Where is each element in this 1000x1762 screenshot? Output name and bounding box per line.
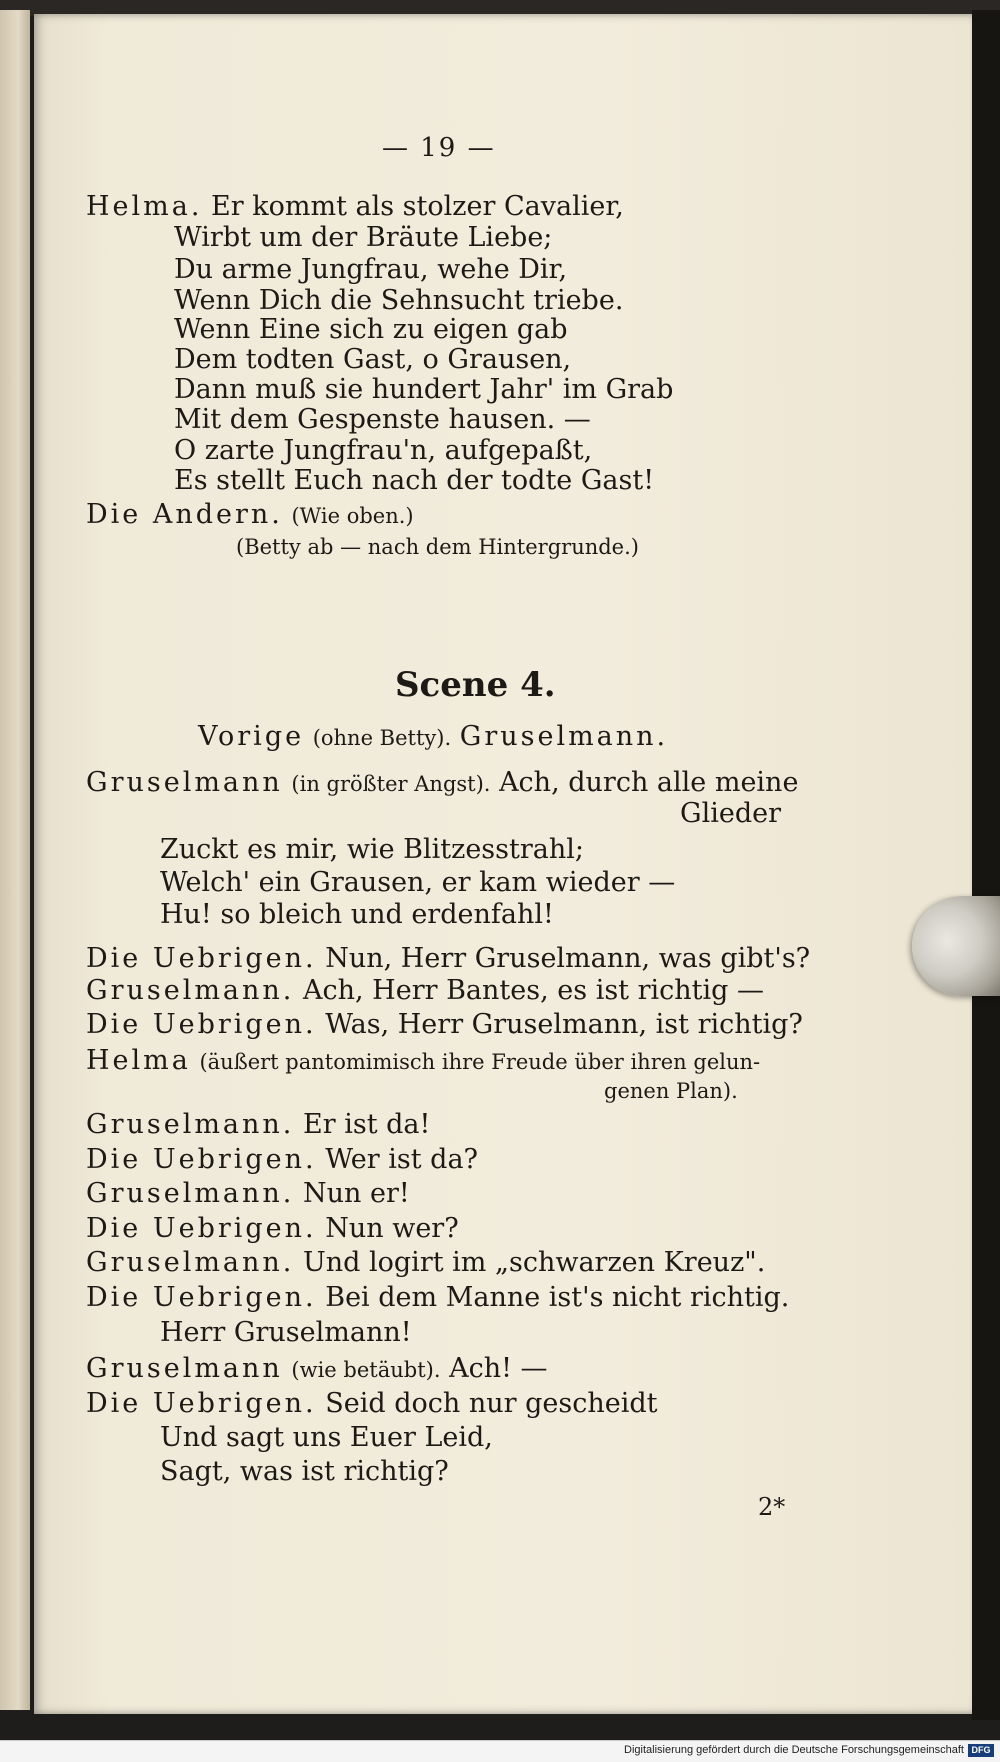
verse-text: Er ist da!: [303, 1109, 431, 1140]
text-line: [86, 190, 624, 224]
text-line: [86, 1281, 789, 1315]
text-line: Dem todten Gast, o Grausen,: [174, 344, 572, 375]
scan-right-border: [972, 10, 1000, 1720]
footer-credit: Digitalisierung gefördert durch die Deutsche Forschungsgemeinschaft: [624, 1744, 964, 1756]
verse-text: Und logirt im „schwarzen Kreuz".: [303, 1247, 766, 1278]
verse-text: Er kommt als stolzer Cavalier,: [211, 191, 624, 222]
text-line: Und sagt uns Euer Leid,: [160, 1422, 493, 1453]
text-line: [86, 1387, 658, 1421]
text-line: Welch' ein Grausen, er kam wieder —: [160, 867, 676, 898]
verse-text: Nun, Herr Gruselmann, was gibt's?: [325, 943, 811, 974]
speaker-name: Gruselmann.: [86, 1109, 295, 1140]
speaker-name: Die Uebrigen.: [86, 1009, 317, 1040]
stage-direction: (wie betäubt).: [291, 1358, 441, 1382]
text-line: O zarte Jungfrau'n, aufgepaßt,: [174, 435, 593, 466]
text-line: [86, 942, 810, 976]
verse-text: Ach, durch alle meine: [499, 767, 799, 798]
speaker-name: Helma.: [86, 191, 203, 222]
text-line: Es stellt Euch nach der todte Gast!: [174, 465, 655, 496]
text-line: Sagt, was ist richtig?: [160, 1456, 449, 1487]
verse-text: Nun er!: [303, 1178, 410, 1209]
text-line: [86, 1212, 459, 1246]
text-line: Wenn Dich die Sehnsucht triebe.: [174, 285, 624, 316]
stage-direction: (in größter Angst).: [291, 772, 491, 796]
text-line: [86, 766, 798, 801]
verse-text: Was, Herr Gruselmann, ist richtig?: [325, 1009, 803, 1040]
text-line: [86, 1008, 803, 1042]
text-line: Wenn Eine sich zu eigen gab: [174, 314, 568, 345]
stage-direction: (äußert pantomimisch ihre Freude über ihren gelun-: [199, 1050, 761, 1074]
stage-direction: genen Plan).: [604, 1079, 738, 1103]
verse-text: Bei dem Manne ist's nicht richtig.: [325, 1282, 790, 1313]
verse-text: Wer ist da?: [325, 1144, 479, 1175]
verse-text: Seid doch nur gescheidt: [325, 1388, 658, 1419]
speaker-name: Gruselmann: [86, 1353, 283, 1384]
text-line: [86, 1246, 765, 1280]
speaker-name: Die Uebrigen.: [86, 1144, 317, 1175]
text-line: Herr Gruselmann!: [160, 1317, 412, 1348]
speaker-name: Helma: [86, 1045, 191, 1076]
text-line: Mit dem Gespenste hausen. —: [174, 404, 591, 435]
left-page-edge: [0, 10, 30, 1710]
text-line: Zuckt es mir, wie Blitzesstrahl;: [160, 834, 584, 865]
text-line: Glieder: [680, 798, 781, 829]
scene-heading: Scene 4.: [395, 665, 556, 705]
speaker-name: Die Andern.: [86, 499, 283, 530]
character-name: Gruselmann.: [459, 721, 669, 752]
text-line: Wirbt um der Bräute Liebe;: [174, 222, 553, 253]
speaker-name: Die Uebrigen.: [86, 1282, 317, 1313]
speaker-name: Die Uebrigen.: [86, 943, 317, 974]
verse-text: Ach, Herr Bantes, es ist richtig —: [303, 975, 765, 1006]
dfg-logo: DFG: [968, 1744, 994, 1757]
verse-text: Nun wer?: [325, 1213, 459, 1244]
text-line: Hu! so bleich und erdenfahl!: [160, 899, 554, 930]
verse-text: Ach! —: [449, 1353, 548, 1384]
text-line: Du arme Jungfrau, wehe Dir,: [174, 254, 568, 285]
stage-direction: (Betty ab — nach dem Hintergrunde.): [236, 535, 639, 559]
speaker-name: Die Uebrigen.: [86, 1213, 317, 1244]
footer-bar: [0, 1740, 1000, 1762]
text-line: [86, 1177, 410, 1211]
speaker-name: Gruselmann.: [86, 975, 295, 1006]
text-line: [86, 498, 414, 533]
signature-mark: 2*: [758, 1493, 786, 1521]
text-line: [86, 974, 764, 1008]
text-line: [86, 1352, 548, 1387]
speaker-name: Die Uebrigen.: [86, 1388, 317, 1419]
text-line: [86, 1143, 478, 1177]
text-line: [198, 720, 668, 755]
speaker-name: Gruselmann: [86, 767, 283, 798]
stage-direction: (ohne Betty).: [312, 726, 452, 750]
speaker-name: Gruselmann.: [86, 1247, 295, 1278]
stage-direction: (Wie oben.): [291, 504, 414, 528]
page-number: — 19 —: [382, 133, 496, 163]
text-line: [86, 1108, 430, 1142]
speaker-name: Gruselmann.: [86, 1178, 295, 1209]
text-line: Dann muß sie hundert Jahr' im Grab: [174, 374, 674, 405]
speaker-name: Vorige: [198, 721, 305, 752]
